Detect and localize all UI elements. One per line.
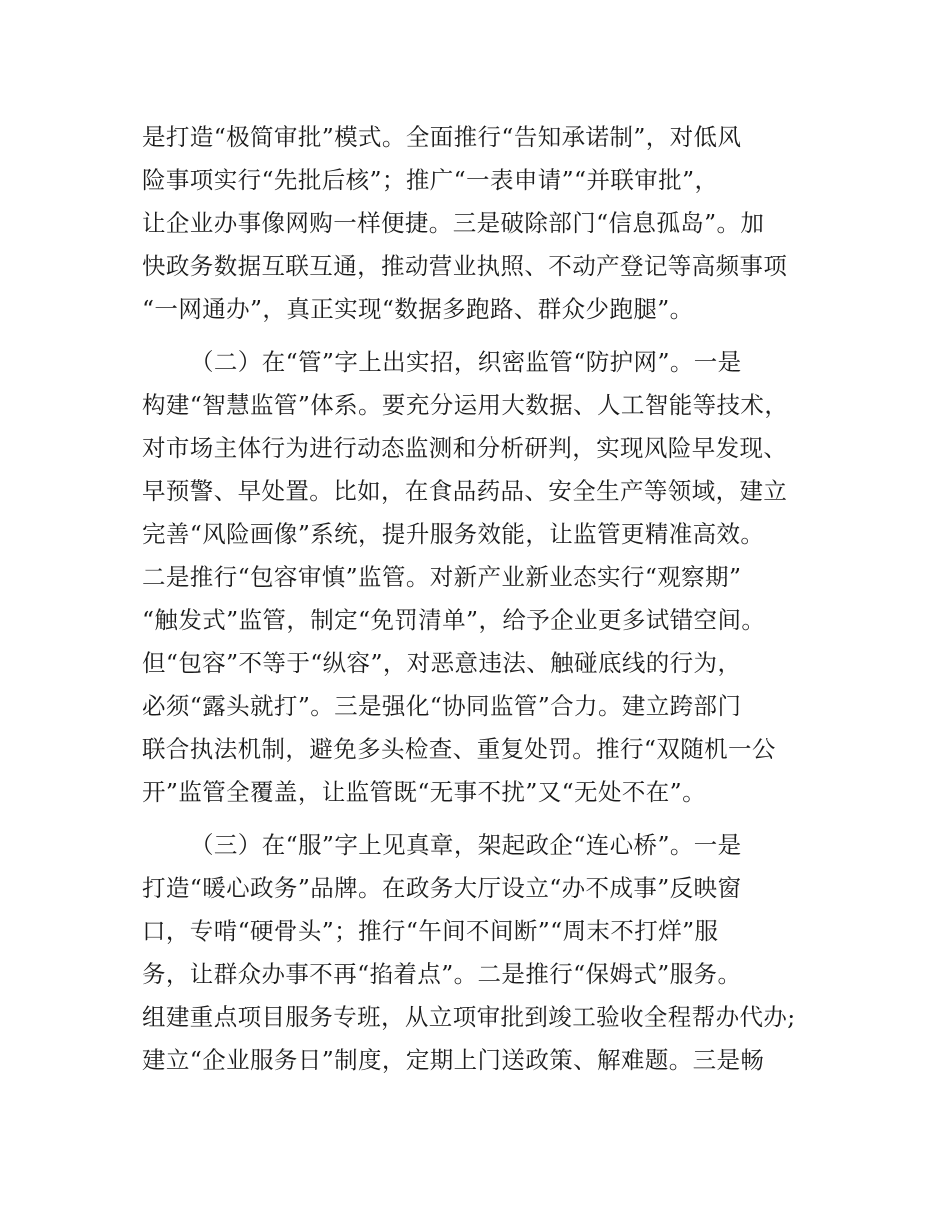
text-line: 险事项实行“先批后核”；推广“一表申请”“并联审批”， <box>142 166 719 194</box>
text-line: 建立“企业服务日”制度，定期上门送政策、解难题。三是畅 <box>142 1046 765 1074</box>
text-line: 必须“露头就打”。三是强化“协同监管”合力。建立跨部门 <box>142 692 742 720</box>
text-line: 完善“风险画像”系统，提升服务效能，让监管更精准高效。 <box>142 520 765 548</box>
text-line: 是打造“极简审批”模式。全面推行“告知承诺制”，对低风 <box>142 123 742 151</box>
text-line: 快政务数据互联互通，推动营业执照、不动产登记等高频事项 <box>142 252 788 280</box>
text-line: “一网通办”，真正实现“数据多跑路、群众少跑腿”。 <box>142 295 694 323</box>
text-line: 二是推行“包容审慎”监管。对新产业新业态实行“观察期” <box>142 563 742 591</box>
text-line: 组建重点项目服务专班，从立项审批到竣工验收全程帮办代办; <box>142 1003 796 1031</box>
text-line: 口，专啃“硬骨头”；推行“午间不间断”“周末不打烊”服 <box>142 917 719 945</box>
text-line: 开”监管全覆盖，让监管既“无事不扰”又“无处不在”。 <box>142 778 706 806</box>
paragraph-heading-line: （三）在“服”字上见真章，架起政企“连心桥”。一是 <box>190 831 742 859</box>
text-line: 务，让群众办事不再“掐着点”。二是推行“保姆式”服务。 <box>142 960 742 988</box>
text-line: 打造“暖心政务”品牌。在政务大厅设立“办不成事”反映窗 <box>142 874 742 902</box>
text-line: 让企业办事像网购一样便捷。三是破除部门“信息孤岛”。加 <box>142 209 765 237</box>
paragraph-heading-line: （二）在“管”字上出实招，织密监管“防护网”。一是 <box>190 348 742 376</box>
text-line: “触发式”监管，制定“免罚清单”，给予企业更多试错空间。 <box>142 606 766 634</box>
text-line: 对市场主体行为进行动态监测和分析研判，实现风险早发现、 <box>142 434 788 462</box>
text-line: 构建“智慧监管”体系。要充分运用大数据、人工智能等技术， <box>142 391 789 419</box>
text-line: 联合执法机制，避免多头检查、重复处罚。推行“双随机一公 <box>142 735 776 763</box>
text-line: 但“包容”不等于“纵容”，对恶意违法、触碰底线的行为， <box>142 649 742 677</box>
text-line: 早预警、早处置。比如，在食品药品、安全生产等领域，建立 <box>142 477 788 505</box>
